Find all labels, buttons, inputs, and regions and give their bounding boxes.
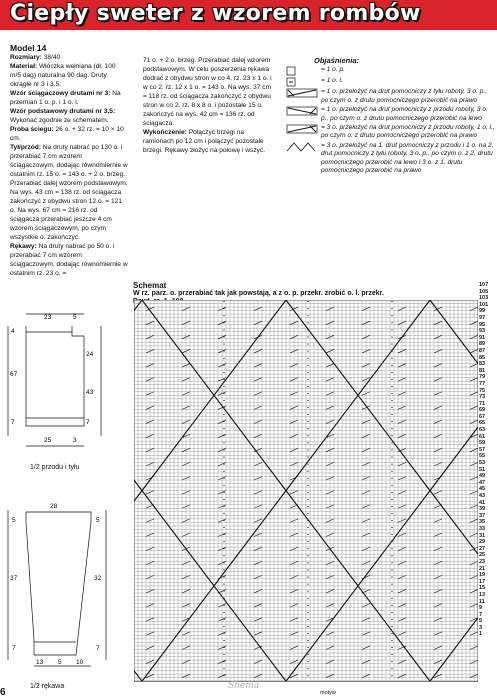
instruction-paragraph bbox=[10, 107, 128, 125]
row-number: 95 bbox=[479, 321, 486, 328]
cross-left-icon bbox=[286, 106, 318, 116]
knitting-chart-grid bbox=[134, 300, 478, 682]
row-number: 51 bbox=[479, 466, 486, 473]
row-number: 93 bbox=[479, 328, 486, 335]
row-number: 33 bbox=[479, 525, 486, 532]
instruction-paragraph bbox=[10, 89, 128, 107]
double-cross-icon bbox=[286, 142, 318, 152]
schemat-title: Schemat bbox=[133, 281, 167, 290]
dim-right-a: 24 bbox=[86, 351, 94, 358]
paragraph-text: Na przemian 1 o. p. i 1 o. l. bbox=[10, 90, 121, 106]
paragraph-text: 38/40 bbox=[41, 54, 61, 61]
row-number: 37 bbox=[479, 512, 486, 519]
paragraph-label: Rękawy: bbox=[10, 243, 37, 250]
row-number: 89 bbox=[479, 341, 486, 348]
sleeve-dim-top: 28 bbox=[50, 503, 58, 510]
row-number: 69 bbox=[479, 407, 486, 414]
row-number: 63 bbox=[479, 427, 486, 434]
row-number: 9 bbox=[479, 605, 483, 612]
dim-top-a: 23 bbox=[44, 314, 52, 321]
dim-right-bot: 7 bbox=[86, 419, 90, 426]
row-number: 107 bbox=[479, 282, 489, 288]
row-number: 99 bbox=[479, 308, 486, 315]
row-number: 97 bbox=[479, 314, 486, 321]
instruction-paragraph bbox=[10, 143, 128, 242]
instruction-paragraph bbox=[10, 62, 128, 89]
legend bbox=[286, 57, 496, 175]
row-number: 35 bbox=[479, 519, 486, 526]
legend-text: = 1 o. przełożyć na drut pomocniczy z przodu roboty, 3 o. p., po czym o. z drutu pomocniczego przerobić na lewo bbox=[321, 106, 488, 122]
row-number: 91 bbox=[479, 334, 486, 341]
dim-left-mid: 67 bbox=[10, 371, 18, 378]
sleeve-dim-bottom-a: 13 bbox=[36, 659, 44, 666]
row-numbers bbox=[479, 282, 488, 638]
legend-item bbox=[286, 106, 496, 123]
row-number: 13 bbox=[479, 591, 486, 598]
sleeve-dim-right-top: 5 bbox=[96, 517, 100, 524]
dim-left-bot: 7 bbox=[11, 419, 15, 426]
sleeve-dim-bottom-c: 10 bbox=[76, 659, 84, 666]
title-banner bbox=[0, 0, 497, 30]
row-number: 57 bbox=[479, 446, 486, 453]
paragraph-label: Wykończenie: bbox=[143, 129, 187, 136]
row-number: 31 bbox=[479, 532, 486, 539]
row-number: 19 bbox=[479, 572, 486, 579]
motif-label: motyw bbox=[320, 690, 336, 696]
schemat-note: W rz. parz. o. przerabiać tak jak powstają, a z o. p. przekr. zrobić o. l. przekr. bbox=[133, 290, 384, 297]
sleeve-dim-left-top: 5 bbox=[12, 517, 16, 524]
row-number: 85 bbox=[479, 354, 486, 361]
row-number: 65 bbox=[479, 420, 486, 427]
row-number: 3 bbox=[479, 624, 483, 631]
paragraph-label: Rozmiary: bbox=[10, 54, 42, 61]
row-number: 103 bbox=[479, 295, 489, 302]
paragraph-label: Wzór ściągaczowy drutami nr 3: bbox=[10, 90, 111, 97]
page-title: Ciepły sweter z wzorem rombów bbox=[10, 1, 421, 26]
cross-right-icon bbox=[286, 88, 318, 98]
sleeve-schematic bbox=[6, 500, 121, 670]
paragraph-text: Na druty nabrać po 130 o. i przerabiać 7 cm wzorem ściągaczowym, dodając równomiernie w ostatnim rz. 15 o. = 143 o. + 2 o. brzeg. Przerabiać dalej wzorem podstawowym. Na wys. 43 cm = 138 rz. od ściągacza zakończyć z obydwu stron 12 o. = 121 o. Na wys. 67 cm = 216 rz. od ściągacza przerabiać jeszcze 4 cm wzorem ściągaczowym, po czym wszystkie o. zakończyć. bbox=[10, 144, 128, 241]
row-number: 101 bbox=[479, 301, 489, 308]
paragraph-label: Materiał: bbox=[10, 63, 38, 70]
row-number: 17 bbox=[479, 578, 486, 585]
sleeve-dim-right-mid: 32 bbox=[94, 575, 102, 582]
legend-text: = 1 o. przełożyć na drut pomocniczy z tyłu roboty, 3 o. p., po czym o. z drutu pomocniczego przerobić na prawo bbox=[321, 88, 488, 104]
dim-bottom: 25 bbox=[44, 437, 52, 444]
sleeve-dim-right-bot: 7 bbox=[96, 645, 100, 652]
row-number: 21 bbox=[479, 565, 486, 572]
paragraph-label: Wzór podstawowy drutami nr 3,5: bbox=[10, 108, 116, 115]
front-diagram-caption: 1/2 przodu i tyłu bbox=[30, 464, 80, 471]
legend-item bbox=[286, 88, 496, 105]
row-number: 1 bbox=[479, 631, 483, 638]
paragraph-text: Włóczka wełniana (dł. 100 m/5 dag) naturalna 90 dag. Druty okrągłe nr 3 i 3,5. bbox=[10, 63, 116, 88]
row-number: 41 bbox=[479, 499, 486, 506]
row-number: 83 bbox=[479, 361, 486, 368]
legend-text: = 1 o. p. bbox=[321, 66, 346, 74]
instruction-paragraph bbox=[143, 128, 275, 155]
dim-top-b: 5 bbox=[73, 314, 77, 321]
row-number: 77 bbox=[479, 380, 486, 387]
sleeve-dim-left-mid: 37 bbox=[10, 575, 18, 582]
paragraph-text: 26 o. + 32 rz. = 10 × 10 cm. bbox=[10, 126, 124, 142]
sleeve-dim-bottom-b: 5 bbox=[58, 659, 62, 666]
row-number: 81 bbox=[479, 367, 486, 374]
paragraph-text: Połączyć brzegi na ramionach po 12 cm i połączyć pozostałe brzegi. Rękawy złożyć na połowę i wszyć. bbox=[143, 129, 266, 154]
row-number: 39 bbox=[479, 506, 486, 513]
instruction-paragraph bbox=[10, 242, 128, 278]
legend-item bbox=[286, 124, 496, 141]
row-number: 5 bbox=[479, 618, 483, 625]
row-number: 7 bbox=[479, 611, 483, 618]
row-number: 11 bbox=[479, 598, 485, 605]
sleeve-diagram-caption: 1/2 rękawa bbox=[30, 683, 65, 690]
row-number: 47 bbox=[479, 479, 486, 486]
watermark: Shema bbox=[228, 681, 260, 691]
instruction-paragraph bbox=[10, 125, 128, 143]
row-number: 75 bbox=[479, 387, 486, 394]
paragraph-label: Tył/przód: bbox=[10, 144, 42, 151]
instructions-left-column bbox=[10, 44, 128, 278]
dim-left-top: 4 bbox=[11, 328, 15, 335]
row-number: 87 bbox=[479, 347, 486, 354]
paragraph-text: Na druty nabrać po 50 o. i przerabiać 7 cm wzorem ściągaczowym, dodając równomiernie w ostatnim rz. 23 o. = bbox=[10, 243, 128, 277]
legend-title: Objaśnienia: bbox=[314, 56, 360, 65]
legend-item bbox=[286, 66, 496, 76]
row-number: 27 bbox=[479, 545, 486, 552]
cross-right-2-icon bbox=[286, 124, 318, 134]
row-number: 45 bbox=[479, 486, 486, 493]
legend-text: = 3 o. przełożyć na drut pomocniczy z przodu roboty, 1 o. l., po czym o. z drutu pomocniczego przerobić na prawo bbox=[321, 124, 495, 140]
paragraph-text: 71 o. + 2 o. brzeg. Przerabiać dalej wzorem podstawowym. W celu poszerzenia rękawa dodrać z obydwu stron w co 4. rz. 23 x 1 o. i w co 2. rz. 12 x 1 o. = 143 o. Na wys. 37 cm = 118 rz. od ściągacza zakończyć z obydwu stron w co 2. rz. 8 x 8 o. i pozostałe 15 o. zakończyć na wys. 42 cm = 136 rz. od ściągacza. bbox=[143, 57, 272, 127]
row-number: 25 bbox=[479, 552, 486, 559]
row-number: 29 bbox=[479, 539, 486, 546]
dash-square-icon bbox=[286, 77, 318, 87]
knitting-chart bbox=[134, 300, 478, 687]
page-number: 6 bbox=[0, 687, 6, 698]
paragraph-text: Wykonać zgodnie ze schematem. bbox=[10, 117, 109, 124]
row-number: 71 bbox=[479, 400, 486, 407]
instruction-paragraph bbox=[10, 53, 128, 62]
plain-square-icon bbox=[286, 66, 318, 76]
paragraph-label: Próba ściegu: bbox=[10, 126, 54, 133]
legend-text: = 1 o. l. bbox=[321, 77, 343, 85]
instructions-middle-column bbox=[143, 56, 275, 155]
model-number: Model 14 bbox=[10, 43, 47, 53]
row-number: 67 bbox=[479, 413, 486, 420]
instruction-paragraph bbox=[143, 56, 275, 128]
row-number: 49 bbox=[479, 473, 486, 480]
row-number: 15 bbox=[479, 585, 486, 592]
row-number: 55 bbox=[479, 453, 486, 460]
row-number: 43 bbox=[479, 493, 486, 499]
dim-right-b: 43 bbox=[86, 389, 94, 396]
legend-item bbox=[286, 142, 496, 176]
row-number: 73 bbox=[479, 394, 486, 401]
row-number: 79 bbox=[479, 374, 486, 381]
row-number: 105 bbox=[479, 288, 489, 295]
sleeve-dim-left-bot: 7 bbox=[12, 645, 16, 652]
front-back-schematic bbox=[6, 306, 121, 456]
legend-text: = 3 o. przełożyć na 1. drut pomocniczy z przodu i 1 o. na 2. drut pomocniczy z tyłu roboty, 3 o. p., po czym o. z 2. drutu pomocniczego przerobić na lewo i 3 o. z 1. drutu pomocniczego przerobić na prawo bbox=[321, 141, 494, 175]
legend-item bbox=[286, 77, 496, 87]
dim-bottom-b: 3 bbox=[73, 437, 77, 444]
row-number: 59 bbox=[479, 440, 486, 447]
row-number: 23 bbox=[479, 558, 486, 565]
row-number: 61 bbox=[479, 433, 486, 440]
row-number: 53 bbox=[479, 460, 486, 467]
